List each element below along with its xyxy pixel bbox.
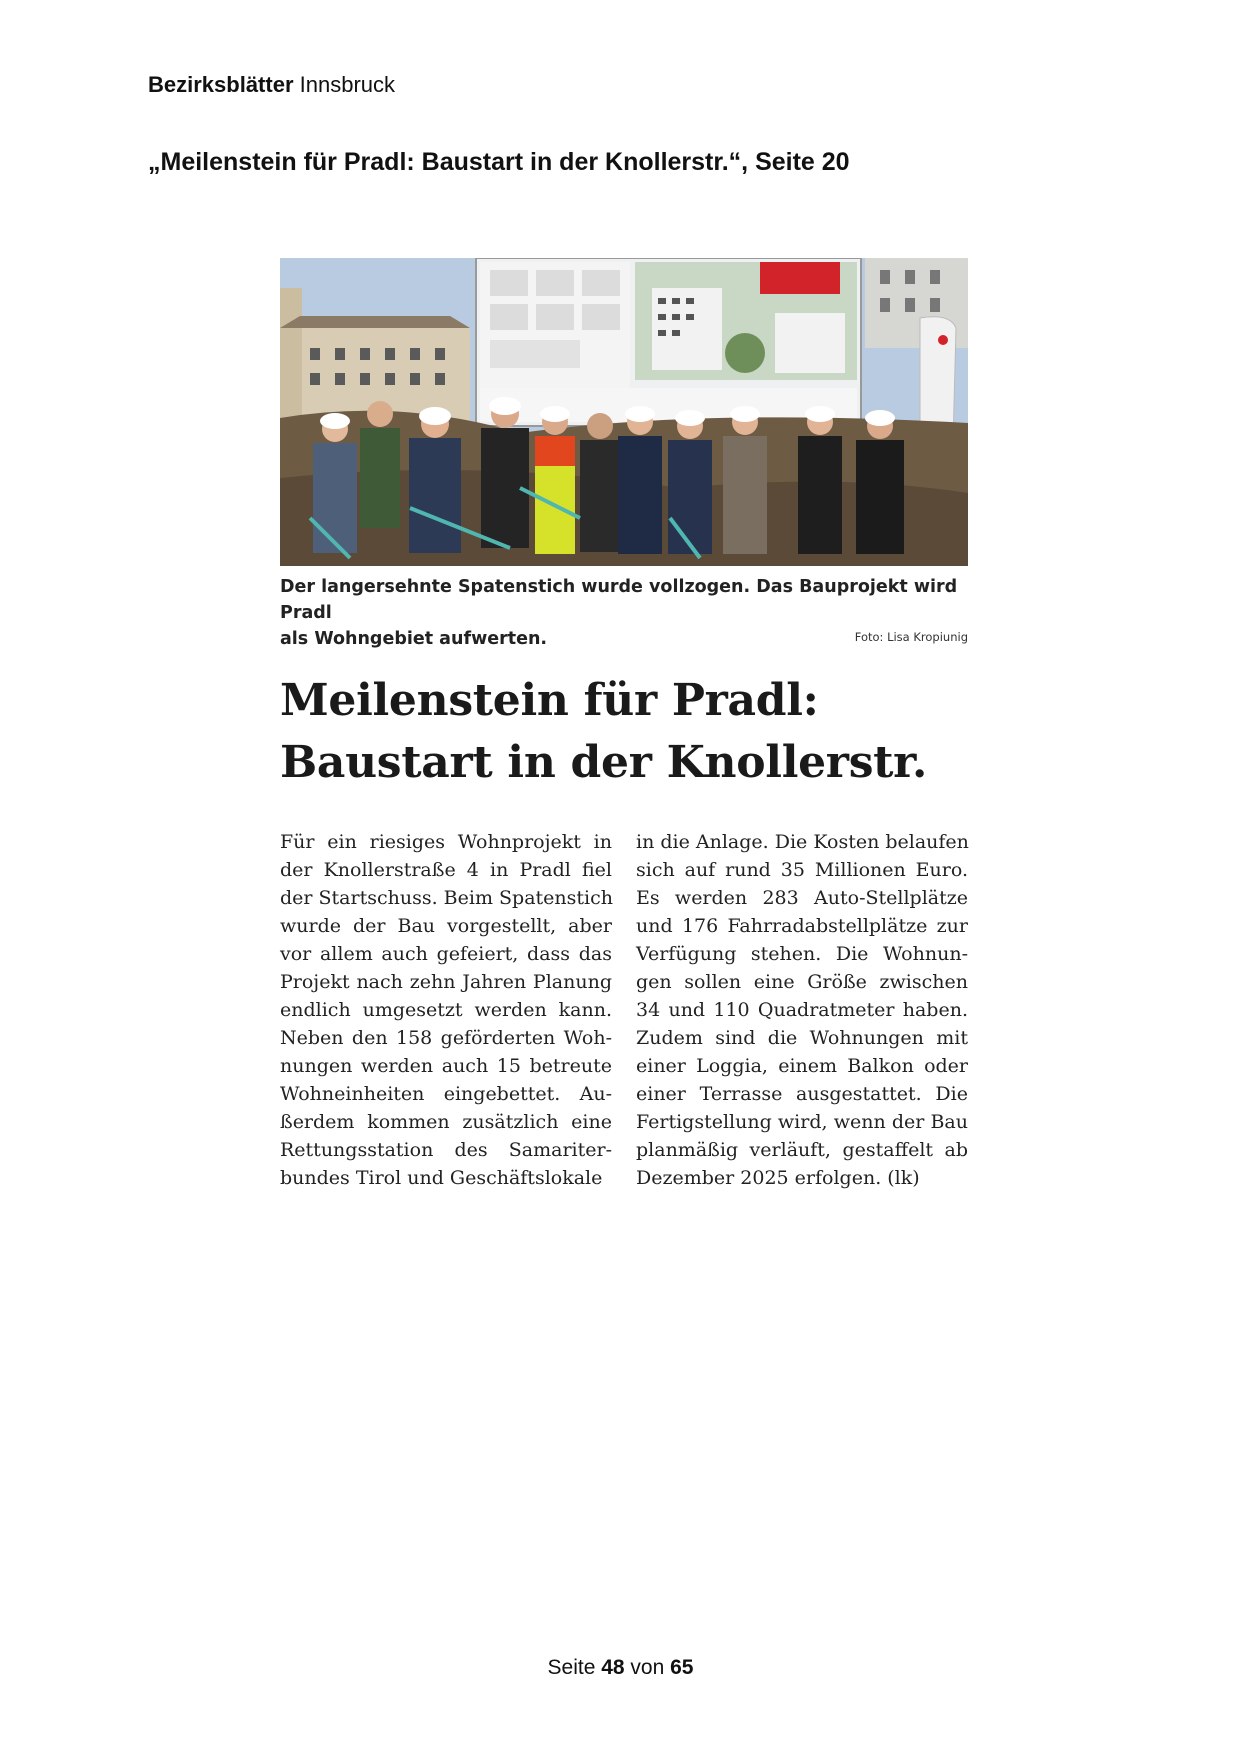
publication-name-rest: Innsbruck — [293, 72, 396, 97]
article-line: Es werden 283 Auto-Stellplätze — [636, 887, 968, 909]
publication-name — [148, 72, 395, 98]
article-column-2 — [636, 828, 968, 1192]
article-line: einer Terrasse ausgestattet. Die — [636, 1083, 968, 1105]
article-line: gen sollen eine Größe zwischen — [636, 971, 968, 993]
article-line: Rettungsstation des Samariter- — [280, 1139, 612, 1161]
article-line: Wohneinheiten eingebettet. Au- — [280, 1083, 612, 1105]
article-line: Für ein riesiges Wohnprojekt in — [280, 831, 612, 853]
newspaper-clipping — [280, 258, 968, 1192]
caption-line-1: Der langersehnte Spatenstich wurde vollzogen. Das Bauprojekt wird Pradl — [280, 577, 958, 623]
article-line: der Knollerstraße 4 in Pradl fiel — [280, 859, 612, 881]
headline-line-2: Baustart in der Knollerstr. — [280, 737, 928, 788]
article-body — [280, 828, 968, 1192]
photo-illustration — [280, 258, 968, 566]
article-line: vor allem auch gefeiert, dass das — [280, 943, 612, 965]
article-line: planmäßig verläuft, gestaffelt ab — [636, 1139, 968, 1161]
footer-page-total: 65 — [670, 1656, 694, 1679]
clipping-title: „Meilenstein für Pradl: Baustart in der Knollerstr.“, Seite 20 — [148, 148, 850, 176]
article-line: endlich umgesetzt werden kann. — [280, 999, 612, 1021]
article-line: der Startschuss. Beim Spatenstich — [280, 887, 613, 909]
headline-line-1: Meilenstein für Pradl: — [280, 675, 819, 726]
page-footer — [0, 1656, 1241, 1680]
article-line: bundes Tirol und Geschäftslokale — [280, 1167, 603, 1189]
article-line: ßerdem kommen zusätzlich eine — [280, 1111, 612, 1133]
article-line: und 176 Fahrradabstellplätze zur — [636, 915, 968, 937]
article-line: nungen werden auch 15 betreute — [280, 1055, 612, 1077]
article-column-1 — [280, 828, 612, 1192]
article-line: sich auf rund 35 Millionen Euro. — [636, 859, 968, 881]
article-line: wurde der Bau vorgestellt, aber — [280, 915, 612, 937]
footer-middle: von — [624, 1656, 671, 1679]
article-photo — [280, 258, 968, 566]
photo-caption — [280, 574, 968, 652]
footer-page-number: 48 — [601, 1656, 625, 1679]
caption-line-2: als Wohngebiet aufwerten. — [280, 629, 548, 649]
article-line: Verfügung stehen. Die Wohnun- — [636, 943, 968, 965]
publication-name-bold: Bezirksblätter — [148, 72, 294, 97]
article-headline — [280, 670, 968, 794]
article-line: in die Anlage. Die Kosten belaufen — [636, 831, 969, 853]
article-line: Projekt nach zehn Jahren Planung — [280, 971, 612, 993]
article-line: Dezember 2025 erfolgen. (lk) — [636, 1167, 920, 1189]
article-line: Fertigstellung wird, wenn der Bau — [636, 1111, 968, 1133]
article-line: Neben den 158 geförderten Woh- — [280, 1027, 612, 1049]
photo-credit: Foto: Lisa Kropiunig — [854, 630, 968, 644]
article-line: einer Loggia, einem Balkon oder — [636, 1055, 968, 1077]
article-line: Zudem sind die Wohnungen mit — [636, 1027, 968, 1049]
article-line: 34 und 110 Quadratmeter haben. — [636, 999, 968, 1021]
footer-prefix: Seite — [547, 1656, 602, 1679]
